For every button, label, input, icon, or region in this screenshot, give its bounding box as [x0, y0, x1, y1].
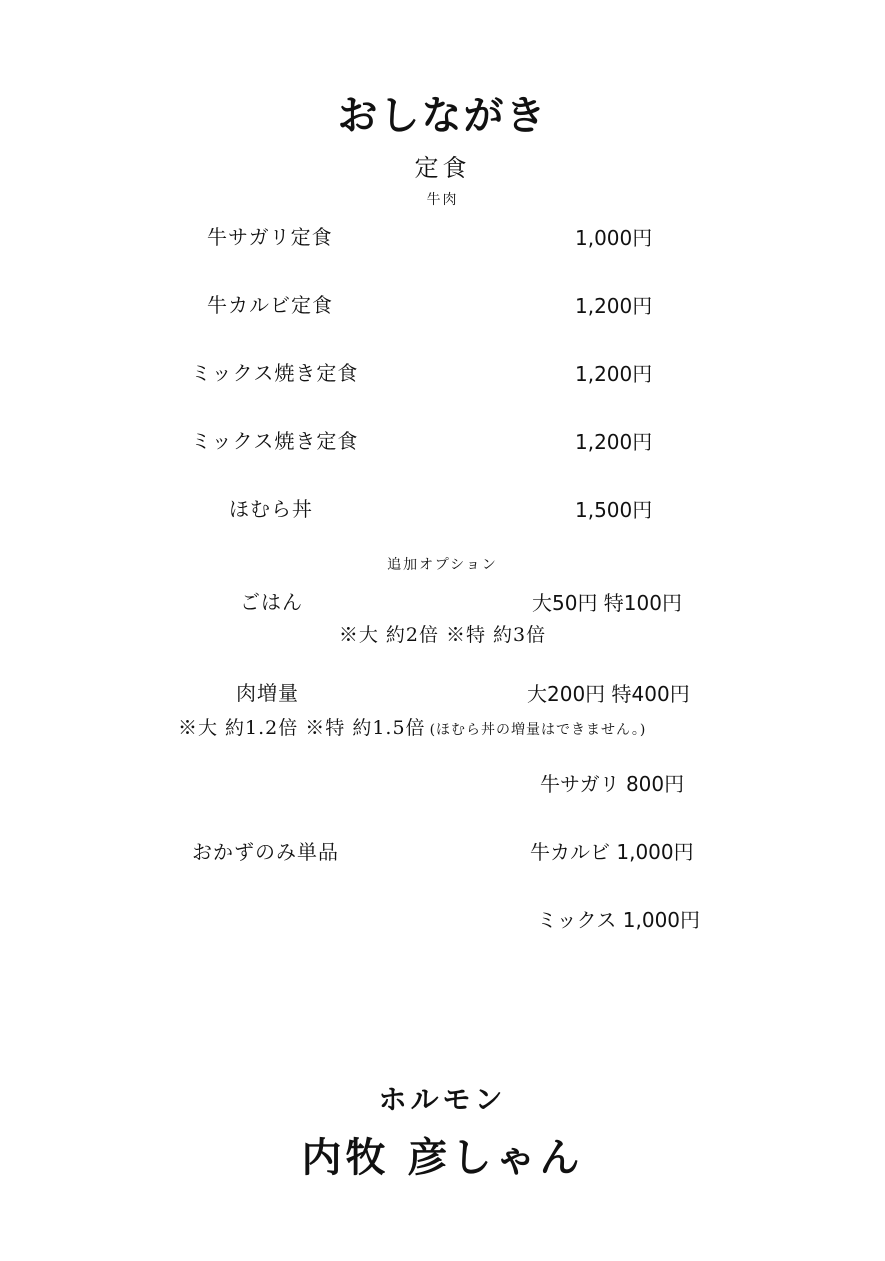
menu-item-name: ほむら丼: [229, 497, 313, 521]
shop-subtitle: ホルモン: [378, 1083, 507, 1116]
menu-item-price: 1,500円: [575, 498, 653, 522]
menu-item-price: 1,000円: [575, 226, 653, 250]
meat-name: 肉増量: [236, 681, 299, 705]
meat-price: 大200円 特400円: [527, 682, 690, 706]
side-item: ミックス 1,000円: [537, 908, 701, 932]
options-label: 追加オプション: [387, 557, 498, 573]
menu-item-name: 牛サガリ定食: [207, 225, 333, 249]
menu-item-price: 1,200円: [575, 362, 653, 386]
section-title: 定食: [414, 154, 471, 182]
side-item: 牛カルビ 1,000円: [530, 840, 694, 864]
meat-note: [178, 713, 646, 740]
shop-name: 内牧 彦しゃん: [301, 1134, 584, 1181]
side-item: 牛サガリ 800円: [540, 772, 685, 796]
meat-note-main: ※大 約1.2倍 ※特 約1.5倍: [178, 717, 426, 739]
menu-title: おしながき: [337, 92, 548, 139]
side-name: おかずのみ単品: [192, 840, 339, 864]
menu-item-price: 1,200円: [575, 294, 653, 318]
beef-label: 牛肉: [426, 192, 459, 208]
meat-note-small: (ほむら丼の増量はできません。): [429, 722, 647, 738]
menu-item-name: ミックス焼き定食: [191, 361, 359, 385]
rice-note: ※大 約2倍 ※特 約3倍: [338, 624, 547, 646]
menu-item-name: 牛カルビ定食: [207, 293, 333, 317]
menu-item-price: 1,200円: [575, 430, 653, 454]
menu-item-name: ミックス焼き定食: [191, 429, 359, 453]
rice-name: ごはん: [240, 590, 303, 614]
rice-price: 大50円 特100円: [532, 591, 682, 615]
